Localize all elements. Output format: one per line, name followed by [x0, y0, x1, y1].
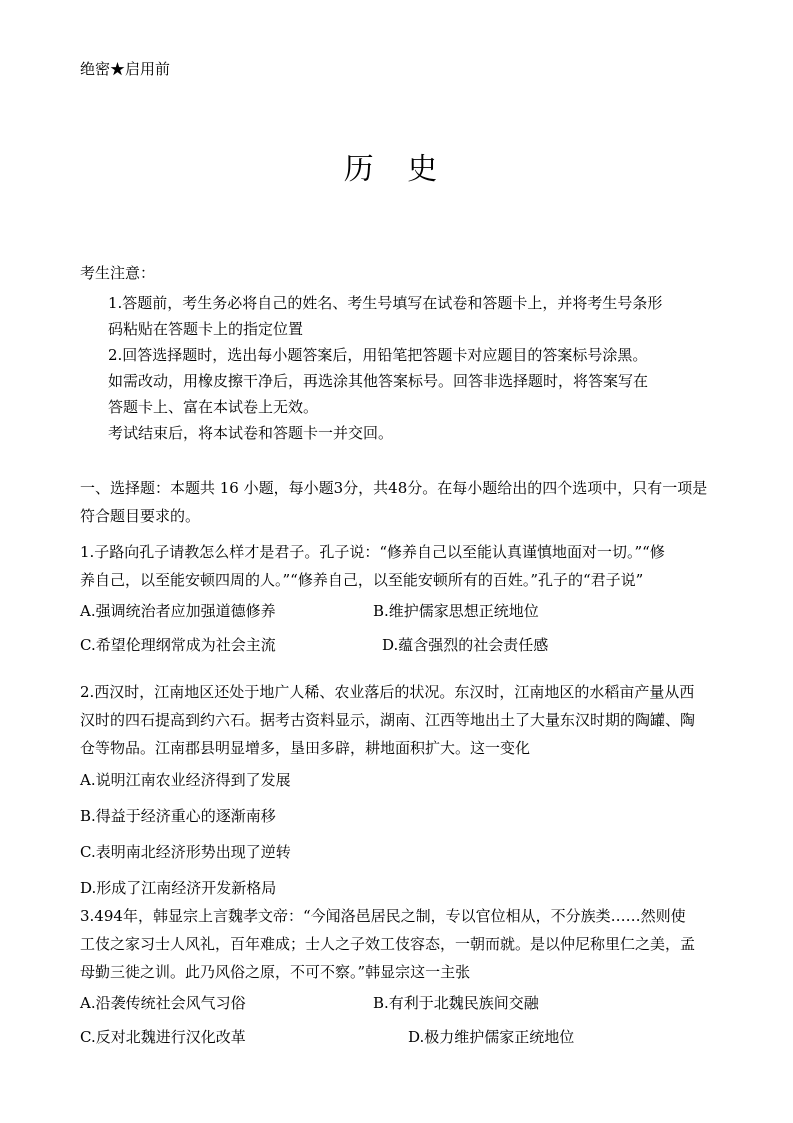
notice-title: 考生注意： [80, 264, 156, 282]
question-stem-line: 母勤三徙之训。此乃风俗之原，不可不察。”韩显宗这一主张 [80, 963, 471, 981]
notice-line: 考试结束后，将本试卷和答题卡一并交回。 [108, 424, 394, 442]
option-a: A.强调统治者应加强道德修养 [80, 602, 276, 620]
question-stem-line: 汉时的四石提高到约六石。据考古资料显示，湖南、江西等地出土了大量东汉时期的陶罐、陶 [80, 711, 696, 729]
option-c: C.表明南北经济形势出现了逆转 [80, 843, 291, 861]
section-heading [80, 474, 740, 530]
notice-line: 1.答题前，考生务必将自己的姓名、考生号填写在试卷和答题卡上，并将考生号条形 [108, 294, 663, 312]
option-row [80, 594, 740, 628]
option-row [80, 986, 740, 1020]
option-row [80, 1020, 740, 1054]
notice-line: 2.回答选择题时，选出每小题答案后，用铅笔把答题卡对应题目的答案标号涂黑。 [108, 346, 648, 364]
page-title: 历 史 [343, 152, 450, 187]
option-c: C.希望伦理纲常成为社会主流 [80, 636, 276, 654]
option-d: D.极力维护儒家正统地位 [408, 1028, 575, 1046]
question-stem-line: 仓等物品。江南郡县明显增多，垦田多辟，耕地面积扩大。这一变化 [80, 739, 531, 757]
option-d: D.形成了江南经济开发新格局 [80, 879, 277, 897]
option-b: B.得益于经济重心的逐渐南移 [80, 807, 276, 825]
option-d: D.蕴含强烈的社会责任感 [382, 636, 549, 654]
section-heading-line: 一、选择题：本题共 16 小题，每小题3分，共48分。在每小题给出的四个选项中，只有一项是 [80, 479, 708, 497]
notice-line: 如需改动，用橡皮擦干净后，再选涂其他答案标号。回答非选择题时，将答案写在 [108, 372, 649, 390]
notice-block [80, 262, 740, 446]
option-b: B.维护儒家思想正统地位 [373, 602, 539, 620]
question-1 [80, 538, 740, 662]
section-heading-line: 符合题目要求的。 [80, 507, 201, 525]
question-stem-line: 2.西汉时，江南地区还处于地广人稀、农业落后的状况。东汉时，江南地区的水稻亩产量从西 [80, 683, 695, 701]
question-3 [80, 902, 740, 1054]
notice-line: 答题卡上、富在本试卷上无效。 [108, 398, 319, 416]
option-c: C.反对北魏进行汉化改革 [80, 1028, 246, 1046]
question-2 [80, 678, 740, 906]
secret-mark: 绝密★启用前 [80, 60, 171, 78]
question-stem-line: 养自己，以至能安顿四周的人。”“修养自己，以至能安顿所有的百姓。”孔子的“君子说” [80, 571, 644, 589]
option-a: A.说明江南农业经济得到了发展 [80, 771, 291, 789]
question-stem-line: 工伎之家习士人风礼，百年难成；士人之子效工伎容态，一朝而就。是以仲尼称里仁之美，孟 [80, 935, 696, 953]
option-row [80, 628, 740, 662]
notice-line: 码粘贴在答题卡上的指定位置 [108, 320, 304, 338]
option-a: A.沿袭传统社会风气习俗 [80, 994, 246, 1012]
option-b: B.有利于北魏民族间交融 [373, 994, 539, 1012]
question-stem-line: 1.子路向孔子请教怎么样才是君子。孔子说：“修养自己以至能认真谨慎地面对一切。”“修 [80, 543, 665, 561]
question-stem-line: 3.494年，韩显宗上言魏孝文帝：“今闻洛邑居民之制，专以官位相从，不分族类……然则使 [80, 907, 686, 925]
